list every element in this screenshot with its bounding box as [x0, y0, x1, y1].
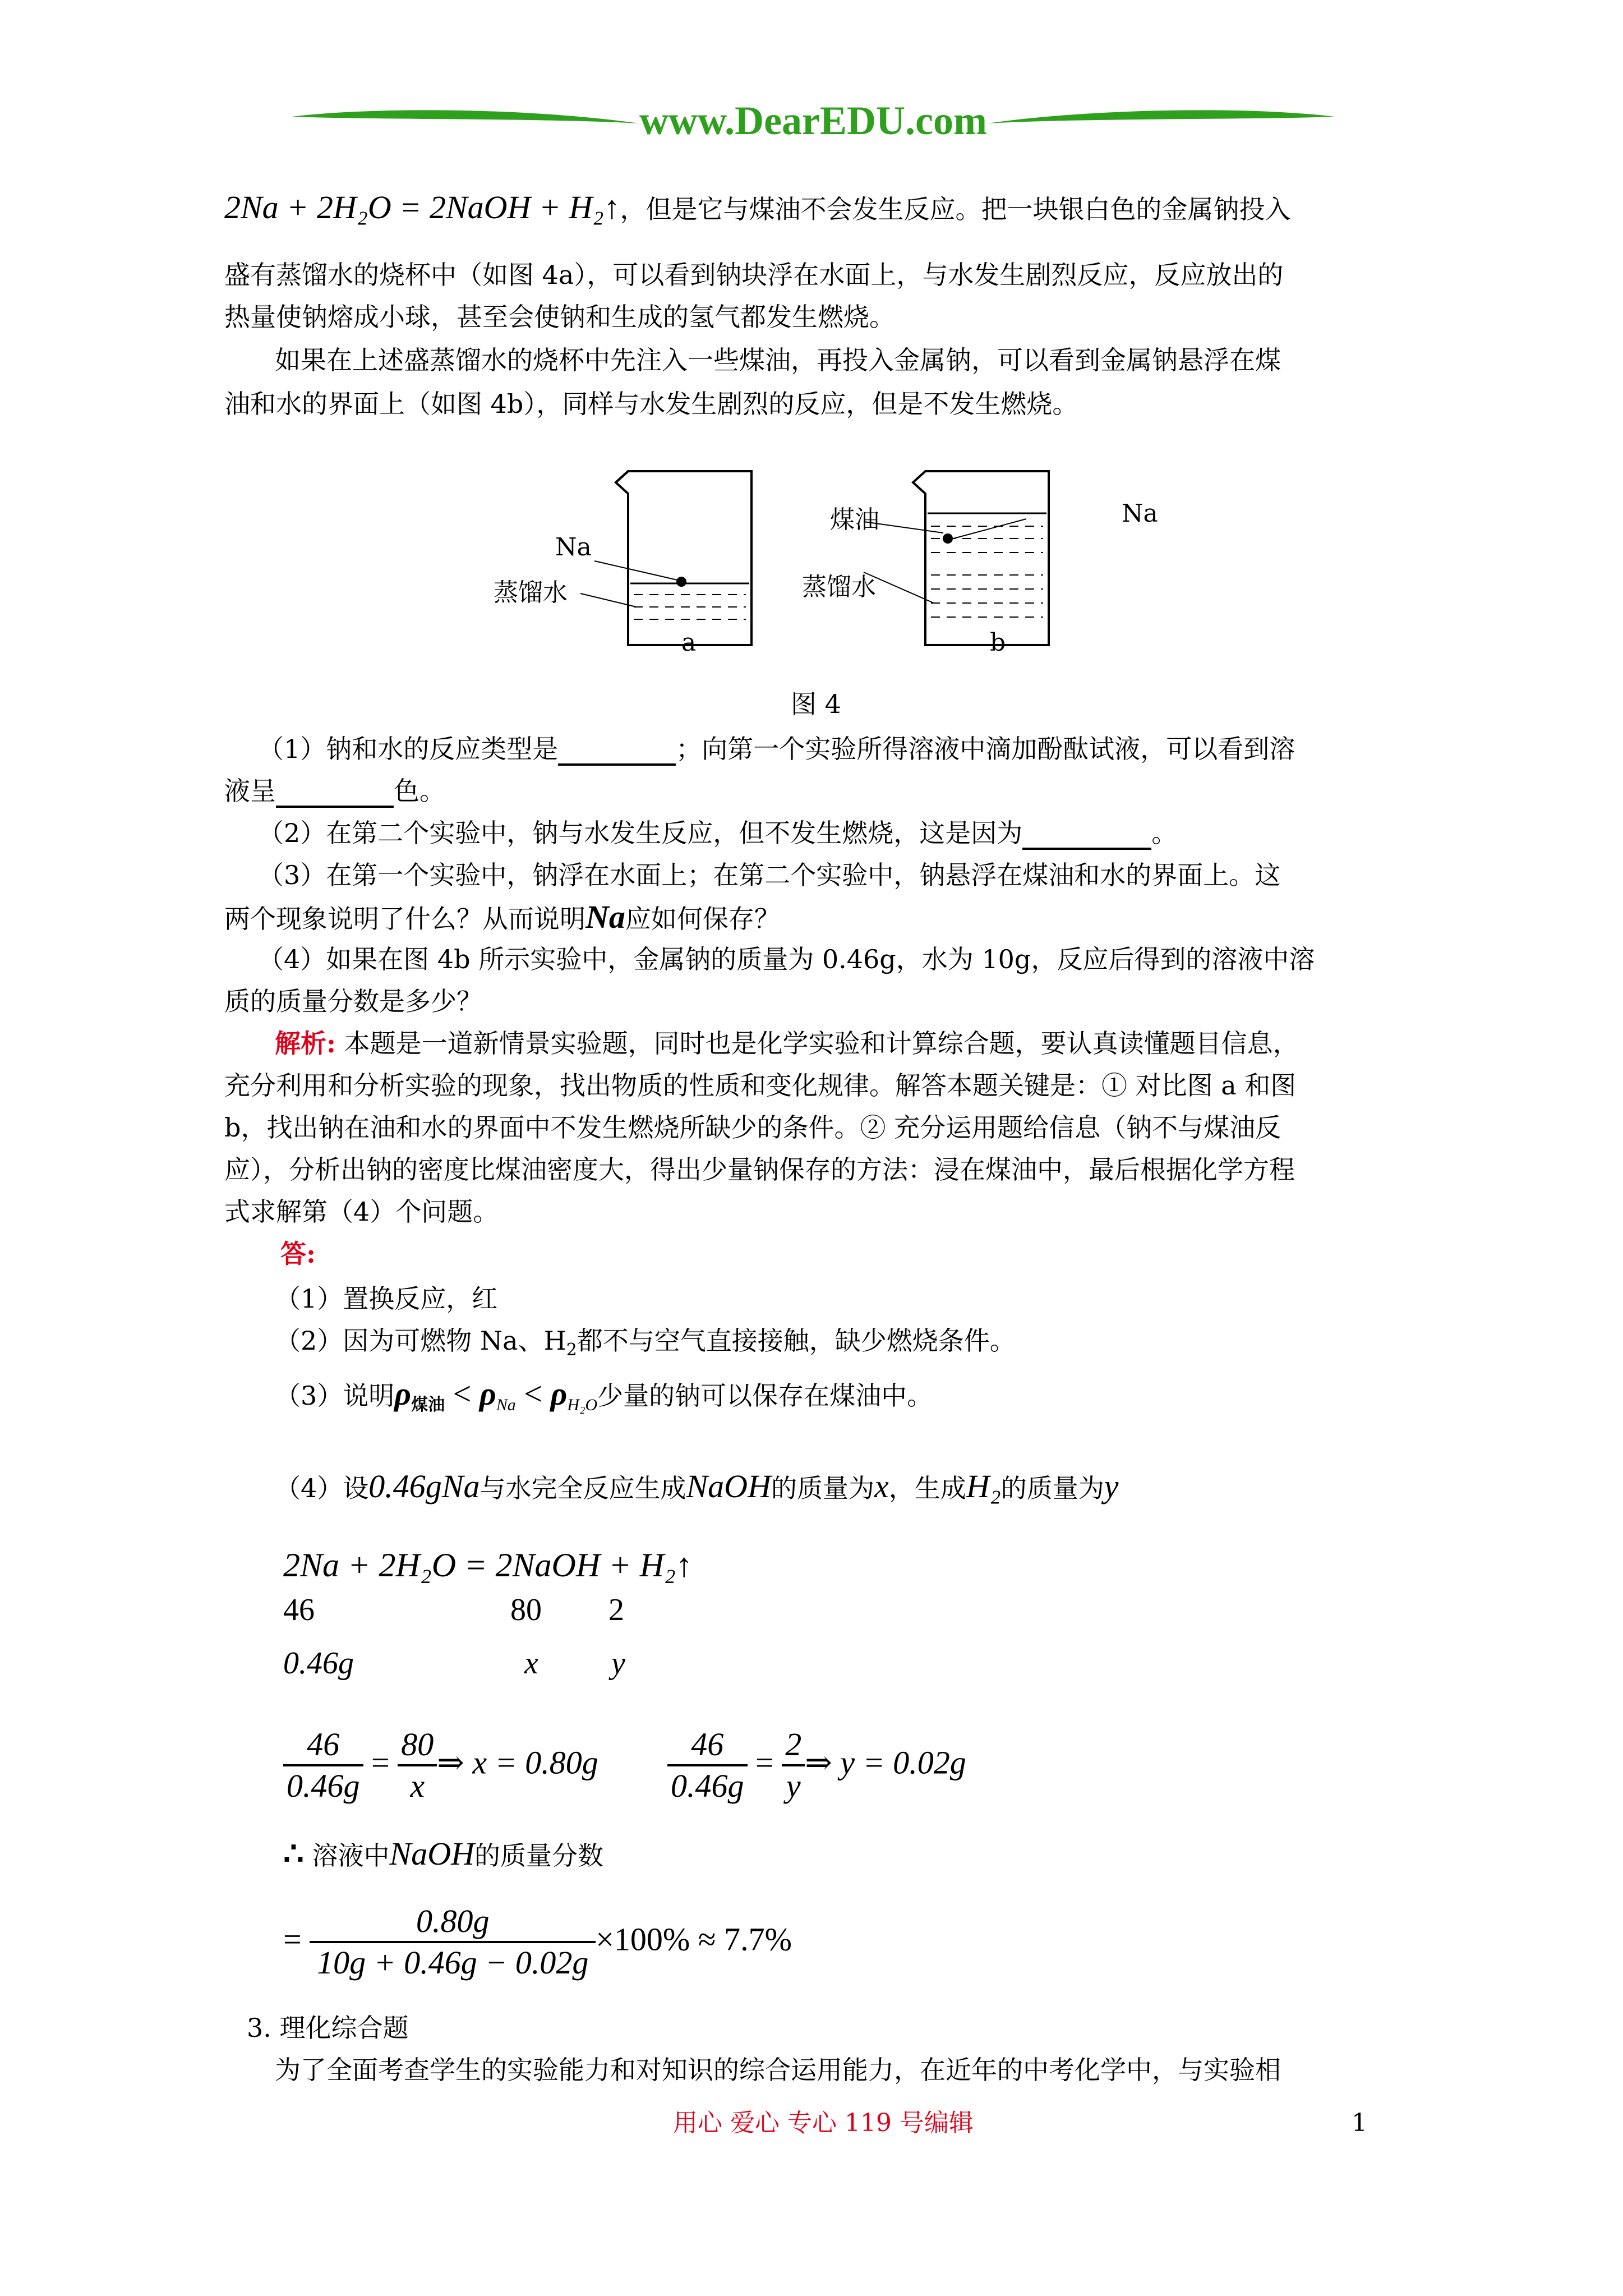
calc-r2-c: y [611, 1646, 625, 1681]
analysis-line2: 充分利用和分析实验的现象，找出物质的性质和变化规律。解答本题关键是：① 对比图 a 和图 [224, 1070, 1297, 1101]
answer-2: （2）因为可燃物 Na、$H_2$都不与空气直接接触，缺少燃烧条件。 [275, 1326, 1016, 1360]
calc-equation: 2Na + 2H₂O = 2NaOH + H₂↑ [283, 1547, 693, 1584]
answer-1: （1）置换反应，红 [275, 1283, 498, 1314]
section3-line1: 为了全面考查学生的实验能力和对知识的综合运用能力，在近年的中考化学中，与实验相 [275, 2055, 1281, 2085]
answer-3: （3）说明$\rho_{煤油} < \rho_{Na} < \rho_{H_2O}$少量的钠可以保存在煤油中。 [275, 1375, 933, 1415]
blank-1 [558, 737, 676, 766]
analysis-line1: 解析: 本题是一道新情景实验题，同时也是化学实验和计算综合题，要认真读懂题目信息， [275, 1028, 1299, 1059]
analysis-line5: 式求解第（4）个问题。 [224, 1197, 499, 1227]
beaker-a-diagram [482, 460, 796, 662]
calc-r1-c: 2 [608, 1593, 624, 1627]
calc-r2-a: 0.46g [283, 1646, 354, 1681]
figure-4 [482, 460, 1178, 712]
para1-line1 [224, 191, 1623, 226]
calc-final: = $\frac{0.80g}{10g + 0.46g - 0.02g}$ ×100% ≈ 7.7% [283, 1903, 792, 1981]
green-swoosh-right-icon [987, 95, 1335, 146]
figure-caption: 图 4 [791, 689, 841, 719]
q3-line2: 两个现象说明了什么？从而说明Na应如何保存？ [224, 899, 780, 935]
q3-line1: （3）在第一个实验中，钠浮在水面上；在第二个实验中，钠悬浮在煤油和水的界面上。这 [258, 860, 1281, 890]
footer-text: 用心 爱心 专心 119 号编辑 [673, 2109, 974, 2137]
section3-title: 3. 理化综合题 [247, 2013, 409, 2043]
blank-3 [1022, 821, 1151, 850]
page-number: 1 [1352, 2109, 1367, 2137]
calc-therefore: ∴ 溶液中NaOH的质量分数 [283, 1835, 603, 1872]
calc-r1-a: 46 [283, 1593, 315, 1627]
fig-a-caption: a [681, 628, 697, 657]
q1-line2: 液呈 色。 [224, 774, 1623, 808]
fig-a-water-label: 蒸馏水 [494, 578, 568, 607]
answer-label: 答: [280, 1239, 316, 1269]
para1-line2: 盛有蒸馏水的烧杯中（如图 4a），可以看到钠块浮在水面上，与水发生剧烈反应，反应放出的 [224, 260, 1284, 290]
para2-line1: 如果在上述盛蒸馏水的烧杯中先注入一些煤油，再投入金属钠，可以看到金属钠悬浮在煤 [275, 345, 1281, 375]
fig-b-caption: b [990, 628, 1006, 657]
fig-b-na-label: Na [1122, 499, 1158, 528]
site-name: www.DearEDU.com [639, 98, 987, 143]
header-banner [292, 95, 1335, 146]
beaker-b-diagram [796, 460, 1110, 662]
calc-ratio-y: $\frac{46}{0.46g}$ = $\frac{2}{y}$ ⇒ y = 0.02g [667, 1725, 966, 1806]
calc-r2-b: x [524, 1646, 538, 1681]
equation-top: 2Na + 2H₂O = 2NaOH + H₂↑ [224, 189, 620, 226]
fig-b-water-label: 蒸馏水 [802, 573, 876, 601]
calc-ratio-x: $\frac{46}{0.46g}$ = $\frac{80}{x}$ ⇒ x = 0.80g [283, 1725, 598, 1806]
fig-a-na-label: Na [555, 533, 592, 562]
para1-line3: 热量使钠熔成小球，甚至会使钠和生成的氢气都发生燃烧。 [224, 302, 895, 332]
q4-line2: 质的质量分数是多少？ [224, 986, 482, 1016]
fig-b-oil-label: 煤油 [830, 505, 879, 534]
green-swoosh-left-icon [292, 95, 639, 146]
analysis-line3: b，找出钠在油和水的界面中不发生燃烧所缺少的条件。② 充分运用题给信息（钠不与煤油反 [224, 1112, 1281, 1143]
q2-line: （2）在第二个实验中，钠与水发生反应，但不发生燃烧，这是因为 。 [258, 816, 1623, 850]
calc-r1-b: 80 [510, 1593, 542, 1627]
q1-line1: （1）钠和水的反应类型是 ；向第一个实验所得溶液中滴加酚酞试液，可以看到溶 [258, 732, 1623, 766]
q4-line1: （4）如果在图 4b 所示实验中，金属钠的质量为 0.46g，水为 10g，反应后得到的溶液中溶 [258, 944, 1315, 974]
answer-4-intro: （4）设0.46gNa与水完全反应生成NaOH的质量为x，生成H₂的质量为y [275, 1468, 1119, 1504]
para1-tail: ，但是它与煤油不会发生反应。把一块银白色的金属钠投入 [620, 194, 1291, 224]
para2-line2: 油和水的界面上（如图 4b），同样与水发生剧烈的反应，但是不发生燃烧。 [224, 389, 1078, 419]
analysis-line4: 应），分析出钠的密度比煤油密度大，得出少量钠保存的方法：浸在煤油中，最后根据化学方程 [224, 1154, 1295, 1185]
blank-2 [276, 779, 394, 808]
analysis-label: 解析: [275, 1028, 336, 1059]
